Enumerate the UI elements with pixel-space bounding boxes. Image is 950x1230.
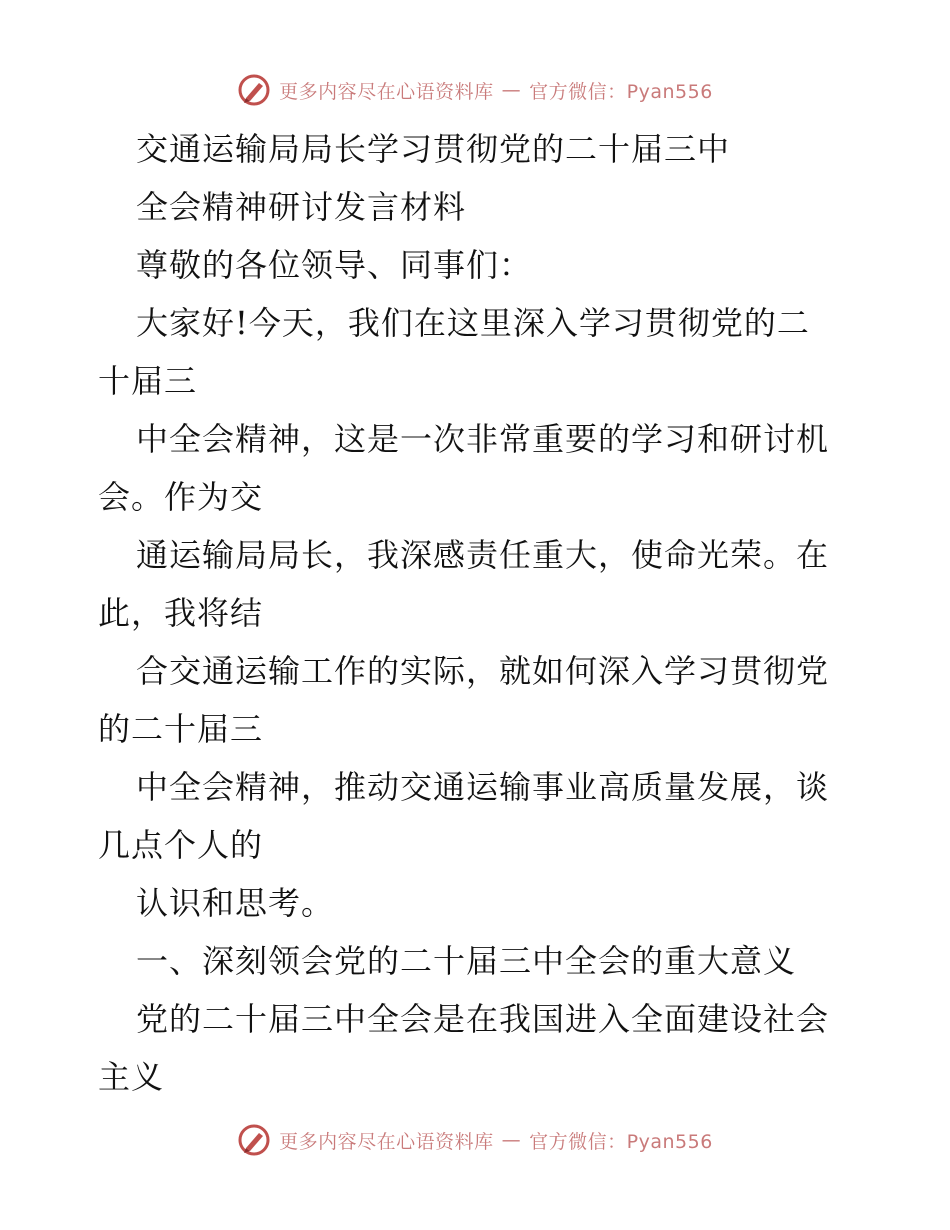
paragraph-line: 此，我将结 [98,594,264,632]
paragraph-line: 通运输局局长，我深感责任重大，使命光荣。在 [136,536,830,574]
section-heading: 一、深刻领会党的二十届三中全会的重大意义 [136,942,797,980]
watermark-suffix: 官方微信：Pyan556 [529,1130,713,1153]
watermark-banner-bottom [0,1120,950,1160]
paragraph-line: 合交通运输工作的实际，就如何深入学习贯彻党 [136,652,830,690]
paragraph-line: 几点个人的 [98,826,264,864]
document-title-line-1: 交通运输局局长学习贯彻党的二十届三中 [136,130,731,168]
document-title-line-2: 全会精神研讨发言材料 [136,188,467,226]
paragraph-line: 主义 [98,1058,165,1096]
paragraph-line: 中全会精神，推动交通运输事业高质量发展，谈 [136,768,830,806]
watermark-text: 更多内容尽在心语资料库 [279,80,494,103]
salutation: 尊敬的各位领导、同事们： [136,246,533,284]
paragraph-line: 认识和思考。 [136,884,335,922]
paragraph-line: 十届三 [98,362,198,400]
document-body [98,120,858,1106]
paragraph-line: 中全会精神，这是一次非常重要的学习和研讨机 [136,420,830,458]
watermark-suffix: 官方微信：Pyan556 [529,80,713,103]
pen-logo-icon [237,1123,271,1157]
paragraph-line: 会。作为交 [98,478,264,516]
paragraph-line: 党的二十届三中全会是在我国进入全面建设社会 [136,1000,830,1038]
watermark-text: 更多内容尽在心语资料库 [279,1130,494,1153]
watermark-separator: — [501,79,522,101]
paragraph-line: 的二十届三 [98,710,264,748]
watermark-banner-top [0,70,950,110]
pen-logo-icon [237,73,271,107]
paragraph-line: 大家好!今天，我们在这里深入学习贯彻党的二 [136,304,810,342]
watermark-separator: — [501,1129,522,1151]
